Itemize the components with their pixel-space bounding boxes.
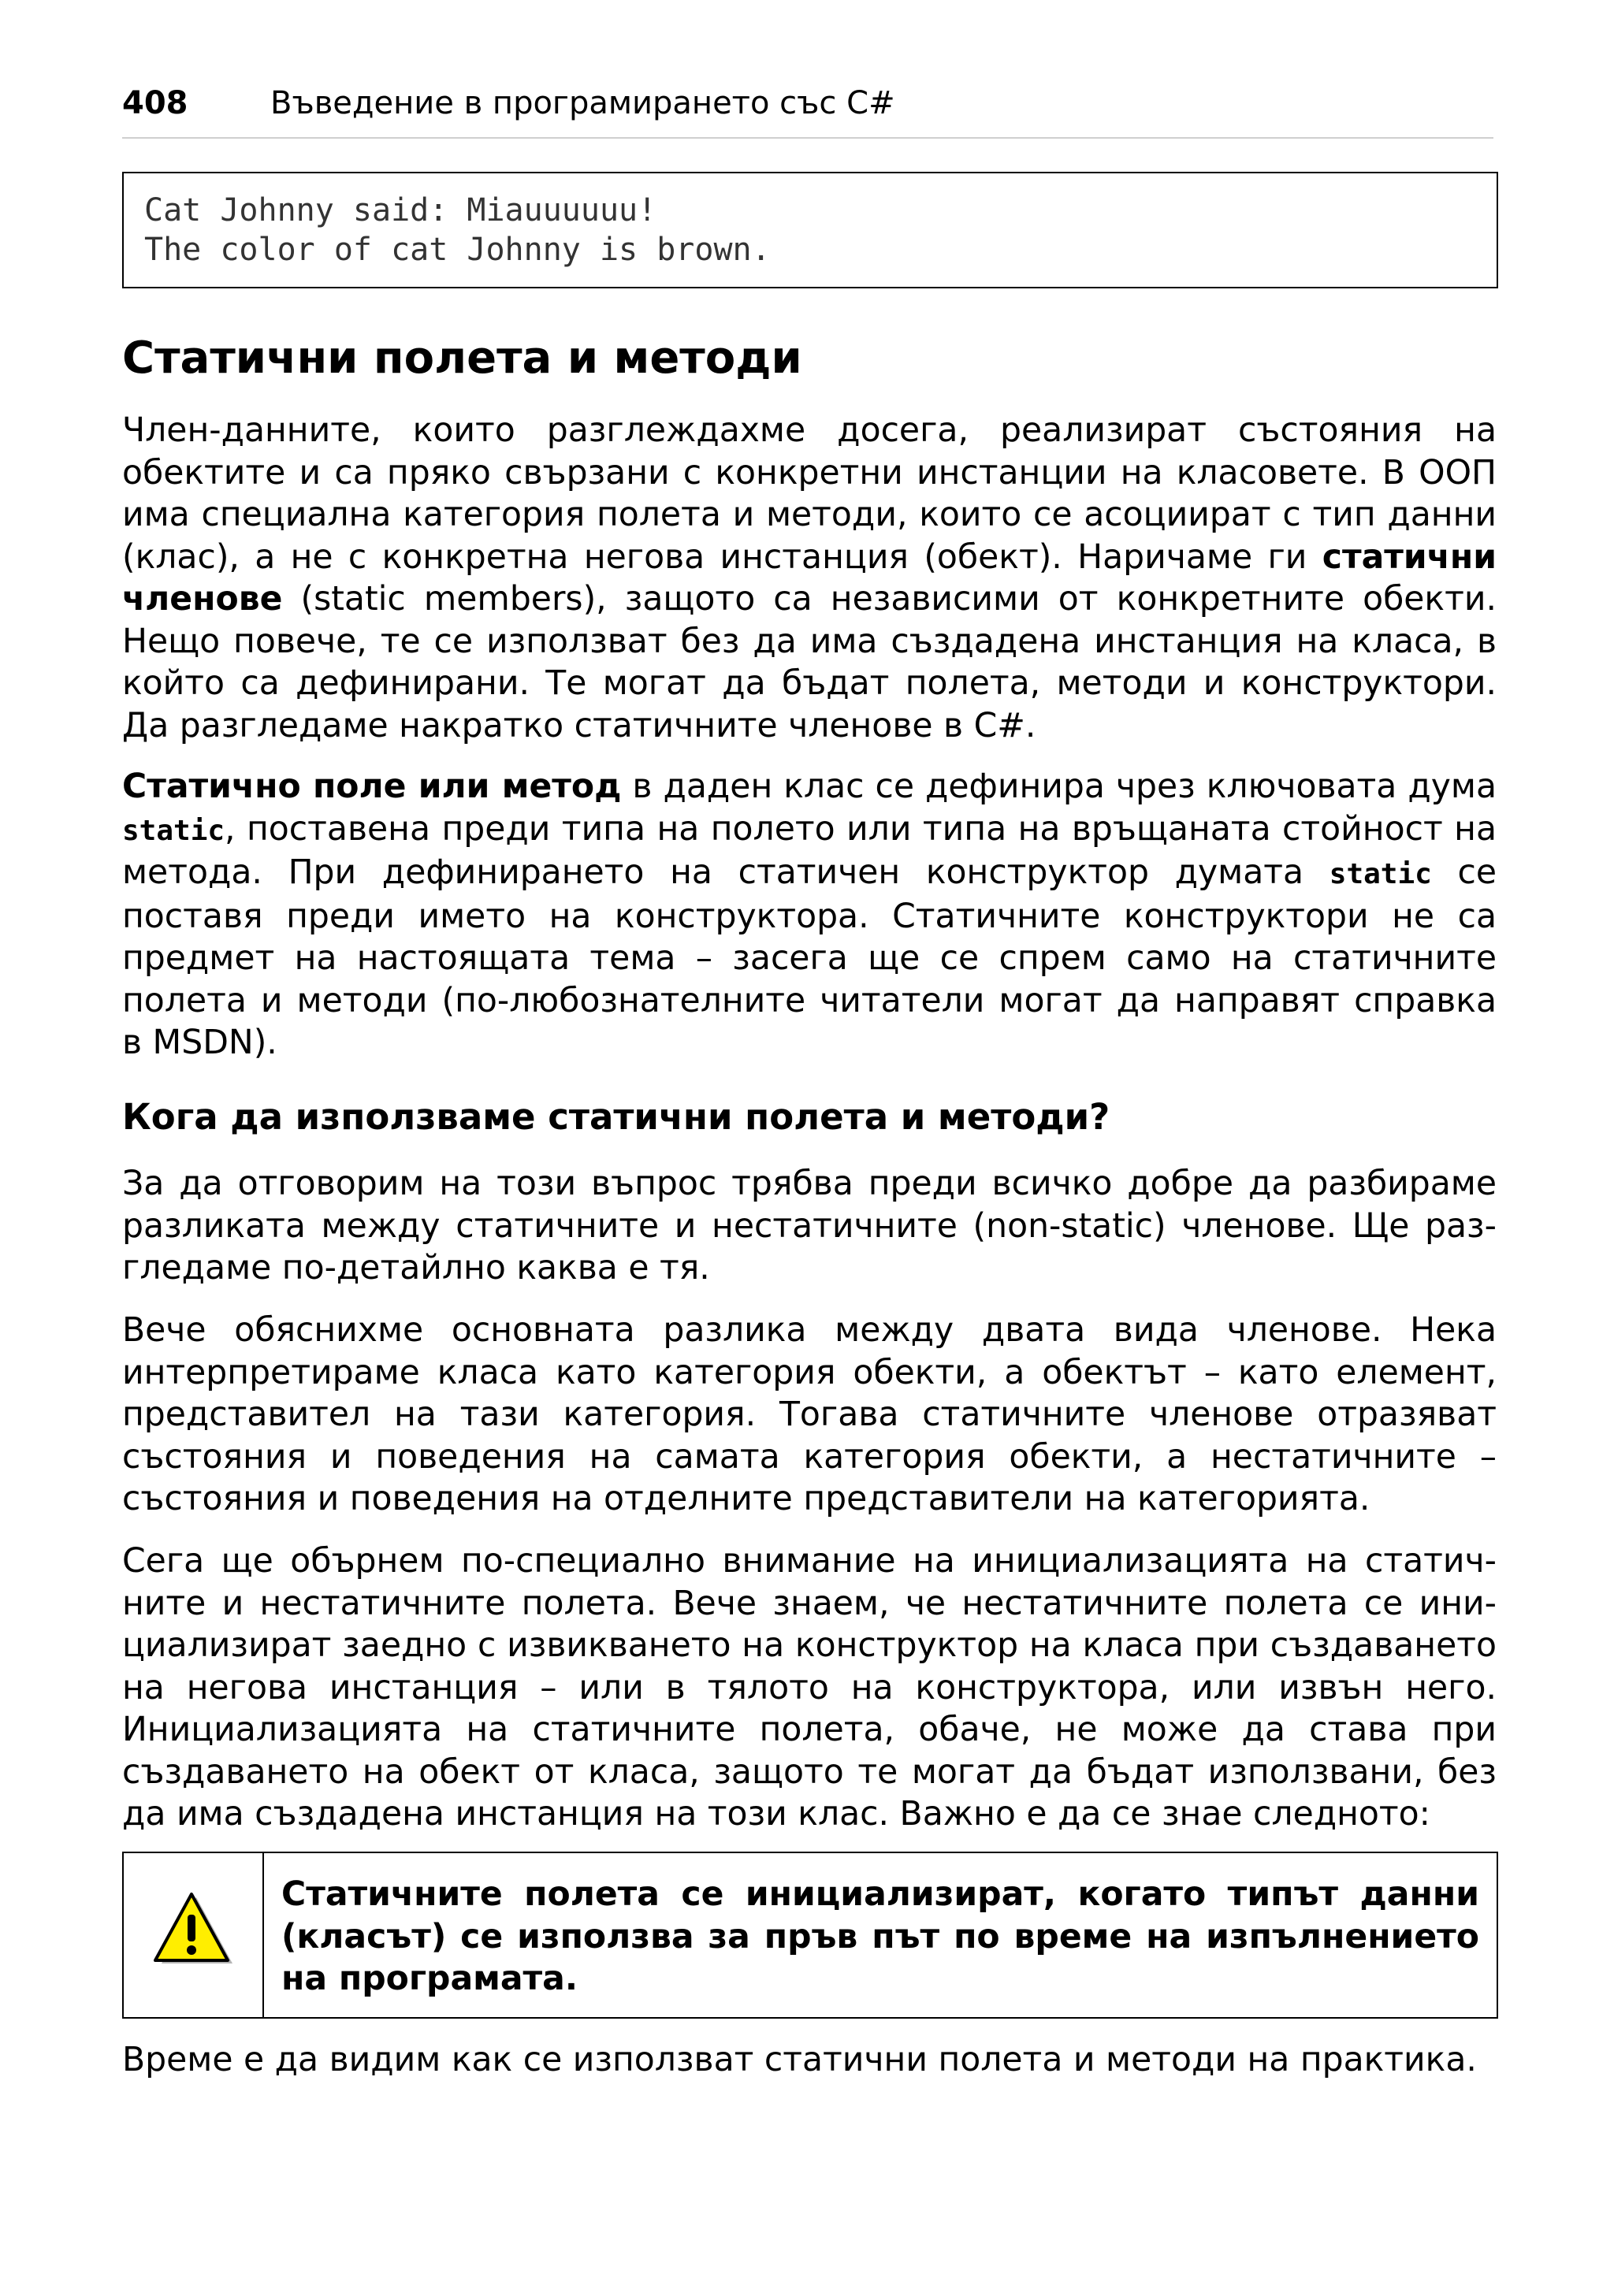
console-output-line-2: The color of cat Johnny is brown. (144, 232, 771, 268)
paragraph-category: Вече обяснихме основната разлика между двата вида членове. Нека интерпретираме класа като категория обекти, а обектът – като елемент, представител на тази категория. Тогава статичните членове отразяват състояния и поведения на самата категория обекти, а нестатичните – състояния и поведения на отделните представители на категорията. (122, 1311, 1497, 1518)
paragraph-text: се поставя преди името на конструктора. Статичните конструктори не са предмет на настоящата тема – засега ще се спрем само на статичните полета и методи (по-любознателните читатели могат да направят справка в MSDN). (122, 853, 1497, 1062)
page-number: 408 (122, 85, 188, 121)
inline-code: static (122, 814, 225, 847)
paragraph-text: (static members), защото са независими от конкретните обекти. Нещо повече, те се използват без да има създадена инстанция на класа, в който са дефинирани. Те могат да бъдат полета, методи и конструктори. Да разгледаме накратко статичните членове в C#. (122, 580, 1497, 745)
subsection-title: Кога да използваме статични полета и методи? (122, 1096, 1110, 1138)
paragraph-text: в даден клас се дефинира чрез ключовата дума (621, 767, 1497, 806)
console-output-line-1: Cat Johnny said: Miauuuuuu! (144, 192, 657, 228)
section-title: Статични полета и методи (122, 333, 802, 384)
paragraph-static-keyword (122, 766, 1497, 1064)
warning-note-box (122, 1852, 1498, 2019)
paragraph-initialization: Сега ще обърнем по-специално внимание на инициализацията на статичните и нестатичните полета. Вече знаем, че нестатичните полета се инициализират заедно с извикването на конструктор на класа при създаването на негова инстанция – или в тялото на конструктора, или извън него. Инициализацията на статичните полета, обаче, не може да става при създаването на обект от класа, защото те могат да бъдат използвани, без да има създадена инстанция на този клас. Важно е да се знае следното: (122, 1542, 1497, 1833)
inline-code: static (1329, 858, 1432, 890)
bold-term: статични членове (122, 537, 1497, 619)
running-title: Въведение в програмирането със C# (270, 85, 895, 121)
paragraph-static-members-intro (122, 410, 1497, 747)
paragraph-difference: За да отговорим на този въпрос трябва преди всичко добре да разбираме разликата между статичните и нестатичните (non-static) членове. Ще разгледаме по-детайлно каква е тя. (122, 1165, 1497, 1287)
note-icon-cell (124, 1853, 264, 2017)
paragraph-closing: Време е да видим как се използват статични полета и методи на практика. (122, 2041, 1477, 2079)
warning-note-text: Статичните полета се инициализират, когато типът данни (класът) се използва за пръв път по време на изпълнението на програмата. (281, 1875, 1479, 1998)
bold-term: Статично поле или метод (122, 767, 622, 806)
console-output-box (122, 172, 1498, 288)
paragraph-text: Член-данните, които разглеждахме досега, реализират състояния на обектите и са пряко свързани с конкретни инстанции на класовете. В ООП има специална категория полета и методи, които се асоциират с тип данни (клас), а не с конкретна негова инстанция (обект). Наричаме ги (122, 411, 1497, 577)
paragraph-text: , поставена преди типа на полето или типа на връщаната стойност на метода. При дефинирането на статичен конструктор думата (122, 809, 1497, 892)
warning-icon (151, 1891, 237, 1970)
running-header (122, 80, 1493, 139)
